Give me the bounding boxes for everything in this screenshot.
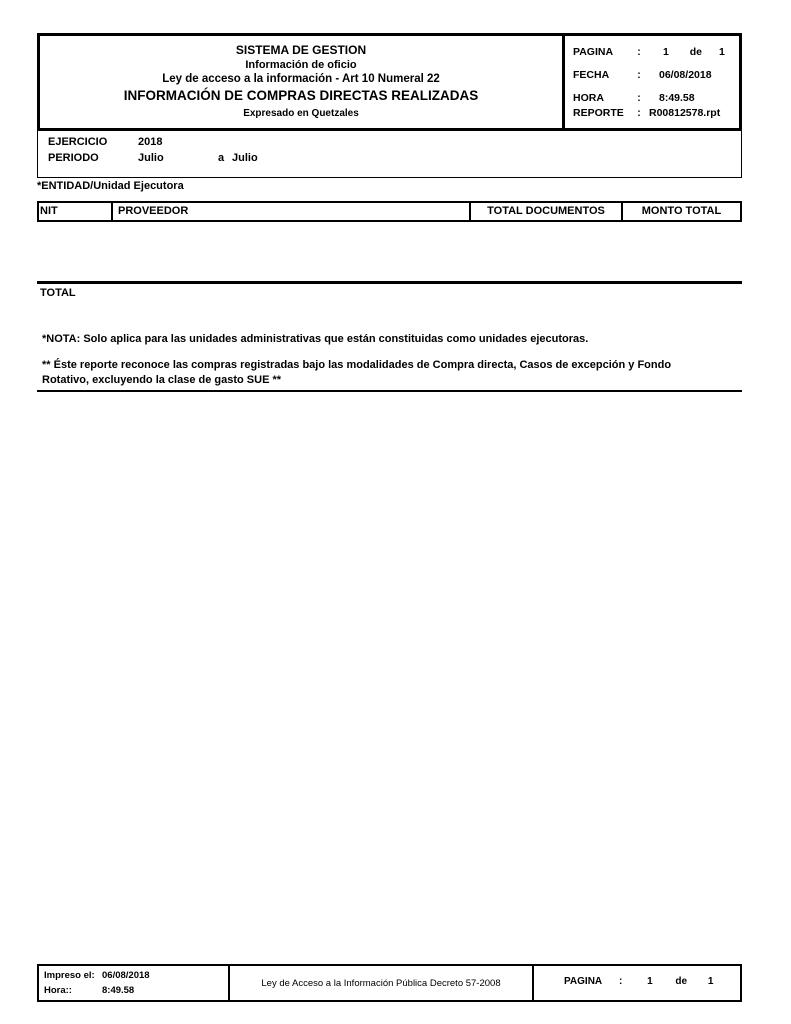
report-header-box bbox=[37, 33, 742, 131]
footer-page-total: 1 bbox=[707, 976, 714, 987]
page-current: 1 bbox=[663, 46, 669, 58]
notes-divider bbox=[37, 390, 742, 392]
impreso-value: 06/08/2018 bbox=[102, 970, 150, 981]
hora-colon: : bbox=[637, 92, 641, 104]
table-header-row bbox=[37, 201, 742, 222]
footer-page-info bbox=[534, 966, 740, 1000]
hora-label: HORA bbox=[573, 92, 604, 104]
periodo-connector: a bbox=[218, 152, 225, 164]
note-modalidades-line1: ** Éste reporte reconoce las compras registradas bajo las modalidades de Compra directa, Casos de excepción y Fondo bbox=[42, 359, 672, 371]
periodo-label: PERIODO bbox=[48, 152, 99, 164]
ejercicio-row bbox=[48, 136, 741, 148]
impreso-label: Impreso el: bbox=[44, 970, 95, 981]
note-unidades: *NOTA: Solo aplica para las unidades administrativas que están constituidas como unidades ejecutoras. bbox=[42, 333, 589, 345]
column-header-nit: NIT bbox=[39, 203, 113, 220]
fecha-label: FECHA bbox=[573, 69, 610, 81]
system-title: SISTEMA DE GESTION bbox=[235, 43, 367, 57]
hora-value: 8:49.58 bbox=[659, 92, 695, 104]
column-header-proveedor: PROVEEDOR bbox=[113, 203, 471, 220]
column-header-monto-total: MONTO TOTAL bbox=[641, 205, 722, 217]
footer-pagina-label: PAGINA bbox=[564, 976, 603, 987]
report-meta-panel bbox=[562, 36, 739, 128]
footer-hora-row bbox=[44, 985, 228, 996]
meta-hora-row bbox=[573, 92, 739, 104]
page-de: de bbox=[689, 46, 703, 58]
meta-reporte-row bbox=[573, 107, 739, 119]
footer-pagina-colon: : bbox=[618, 976, 623, 987]
note-modalidades bbox=[42, 358, 732, 388]
total-label: TOTAL bbox=[40, 287, 76, 299]
fecha-colon: : bbox=[637, 69, 641, 81]
footer-print-info bbox=[39, 966, 230, 1000]
total-divider bbox=[37, 281, 742, 284]
column-header-total-documentos: TOTAL DOCUMENTOS bbox=[471, 203, 623, 220]
periodo-to: Julio bbox=[232, 152, 258, 164]
report-titles bbox=[40, 36, 562, 128]
reporte-value: R00812578.rpt bbox=[649, 107, 721, 119]
meta-pagina-row bbox=[573, 46, 739, 58]
ejercicio-label: EJERCICIO bbox=[48, 136, 108, 148]
footer-page-current: 1 bbox=[647, 976, 653, 987]
reporte-label: REPORTE bbox=[573, 107, 624, 119]
currency-note: Expresado en Quetzales bbox=[243, 108, 359, 119]
footer-hora-value: 8:49.58 bbox=[102, 985, 135, 996]
fecha-value: 06/08/2018 bbox=[659, 69, 712, 81]
periodo-from: Julio bbox=[138, 152, 164, 164]
entity-label: *ENTIDAD/Unidad Ejecutora bbox=[37, 180, 184, 192]
pagina-value bbox=[649, 46, 725, 58]
pagina-label: PAGINA bbox=[573, 46, 614, 58]
footer-page-de: de bbox=[675, 976, 688, 987]
table-body bbox=[37, 222, 742, 281]
footer-impreso-row bbox=[44, 970, 228, 981]
subtitle-oficio: Información de oficio bbox=[245, 59, 357, 71]
meta-fecha-row bbox=[573, 69, 739, 81]
periodo-row bbox=[48, 152, 741, 164]
page-total: 1 bbox=[718, 46, 725, 58]
period-box bbox=[37, 131, 742, 178]
pagina-colon: : bbox=[637, 46, 641, 58]
note-modalidades-line2: Rotativo, excluyendo la clase de gasto SUE ** bbox=[42, 374, 282, 386]
reporte-colon: : bbox=[637, 107, 641, 119]
footer-law-text: Ley de Acceso a la Información Pública Decreto 57-2008 bbox=[230, 966, 534, 1000]
report-title: INFORMACIÓN DE COMPRAS DIRECTAS REALIZADAS bbox=[123, 88, 479, 103]
subtitle-ley: Ley de acceso a la información - Art 10 Numeral 22 bbox=[162, 73, 440, 85]
page-footer bbox=[37, 964, 742, 1002]
ejercicio-value: 2018 bbox=[138, 136, 163, 148]
footer-hora-label: Hora:: bbox=[44, 985, 72, 996]
